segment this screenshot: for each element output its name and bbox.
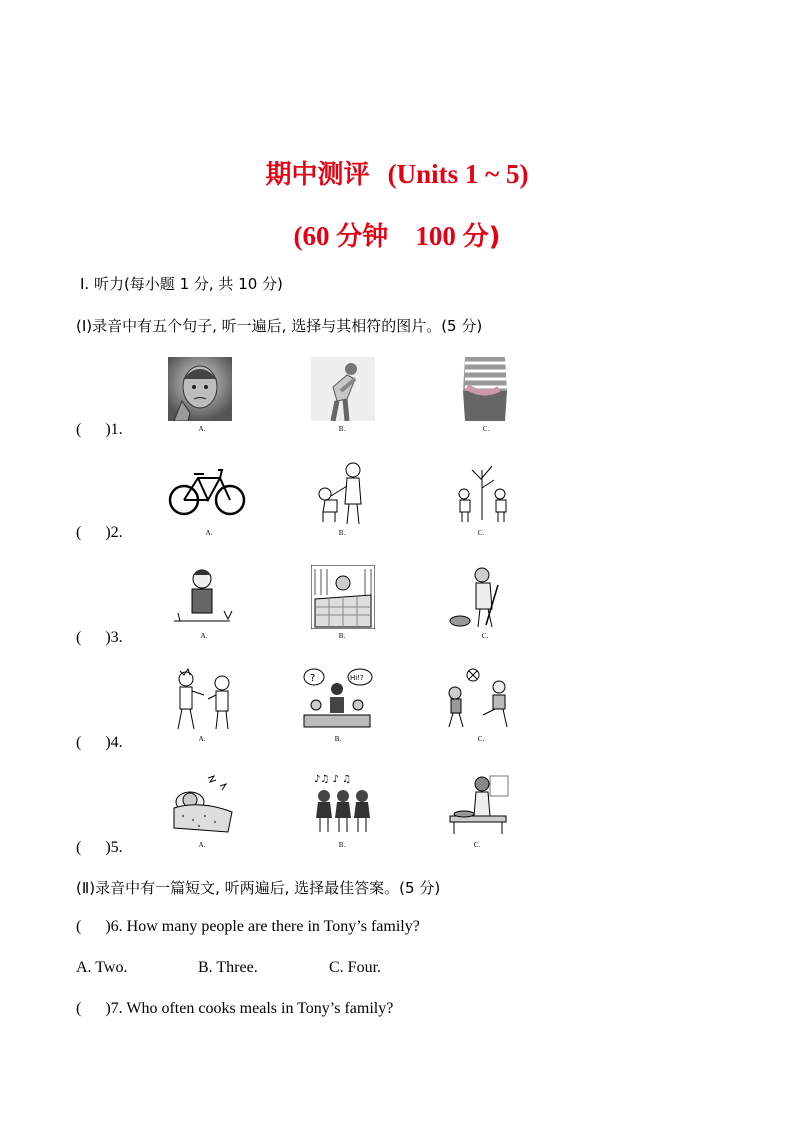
question-1 xyxy=(76,421,123,439)
question-number: ( )5. xyxy=(76,839,123,856)
backache-man-icon xyxy=(311,357,375,421)
question-5 xyxy=(76,839,123,857)
question-7: ( )7. Who often cooks meals in Tony’s family? xyxy=(76,1000,394,1017)
part1-text: (Ⅰ)录音中有五个句子, 听一遍后, 选择与其相符的图片。(5 分) xyxy=(76,317,483,335)
question-number: ( )1. xyxy=(76,421,123,438)
option-label: A. xyxy=(198,425,206,433)
section-heading-text: Ⅰ. 听力(每小题 1 分, 共 10 分) xyxy=(80,275,283,293)
option-label: C. xyxy=(477,735,485,743)
meta-gap: 100 xyxy=(388,221,463,251)
title-cn: 期中测评 xyxy=(265,160,370,190)
question-2 xyxy=(76,524,123,542)
sweeping-floor-icon xyxy=(446,565,510,629)
option-label: B. xyxy=(338,425,346,433)
question-number: ( )2. xyxy=(76,524,123,541)
watering-plants-icon xyxy=(170,565,234,629)
question-3 xyxy=(76,629,123,647)
cooking-woman-icon xyxy=(446,772,510,836)
question-6: ( )6. How many people are there in Tony’s family? xyxy=(76,918,420,935)
title-units: (Units 1 ~ 5) xyxy=(387,159,529,189)
option-label: A. xyxy=(205,529,213,537)
option-label: B. xyxy=(334,735,342,743)
q6-option-b: B. Three. xyxy=(198,959,258,976)
option-label: C. xyxy=(482,425,490,433)
confused-class-icon xyxy=(300,667,374,731)
svg-text:♪♫ ♪ ♫: ♪♫ ♪ ♫ xyxy=(314,774,352,785)
section-heading xyxy=(80,273,283,294)
making-bed-icon xyxy=(311,565,375,629)
part1-instruction xyxy=(76,315,482,336)
arguing-boys-icon xyxy=(168,667,240,731)
svg-text:Hi!?: Hi!? xyxy=(350,674,364,682)
option-label: C. xyxy=(477,529,485,537)
option-label: B. xyxy=(338,841,346,849)
walking-dog-icon xyxy=(311,460,375,524)
meta-minutes: 分钟 xyxy=(336,222,389,252)
q6-option-a: A. Two. xyxy=(76,959,128,976)
question-number: ( )3. xyxy=(76,629,123,646)
bicycle-icon xyxy=(168,460,246,524)
option-label: A. xyxy=(200,632,208,640)
page-title xyxy=(0,154,794,191)
sleeping-boy-icon xyxy=(168,772,238,836)
part2-text: (Ⅱ)录音中有一篇短文, 听两遍后, 选择最佳答案。(5 分) xyxy=(76,879,441,897)
option-label: A. xyxy=(198,735,206,743)
meta-open: (60 xyxy=(293,221,337,251)
part2-instruction xyxy=(76,877,440,898)
playing-soccer-icon xyxy=(443,667,515,731)
meta-points: 分) xyxy=(462,222,501,252)
singing-girls-icon xyxy=(311,772,373,836)
headache-man-icon xyxy=(168,357,232,421)
option-label: C. xyxy=(473,841,481,849)
option-label: B. xyxy=(338,529,346,537)
stomachache-woman-icon xyxy=(455,357,519,421)
question-number: ( )4. xyxy=(76,734,123,751)
exam-meta xyxy=(0,216,794,253)
question-4 xyxy=(76,734,123,752)
q6-option-c: C. Four. xyxy=(329,959,382,976)
option-label: B. xyxy=(338,632,346,640)
planting-trees-icon xyxy=(450,460,514,524)
option-label: C. xyxy=(481,632,489,640)
option-label: A. xyxy=(198,841,206,849)
svg-text:?: ? xyxy=(310,673,316,684)
